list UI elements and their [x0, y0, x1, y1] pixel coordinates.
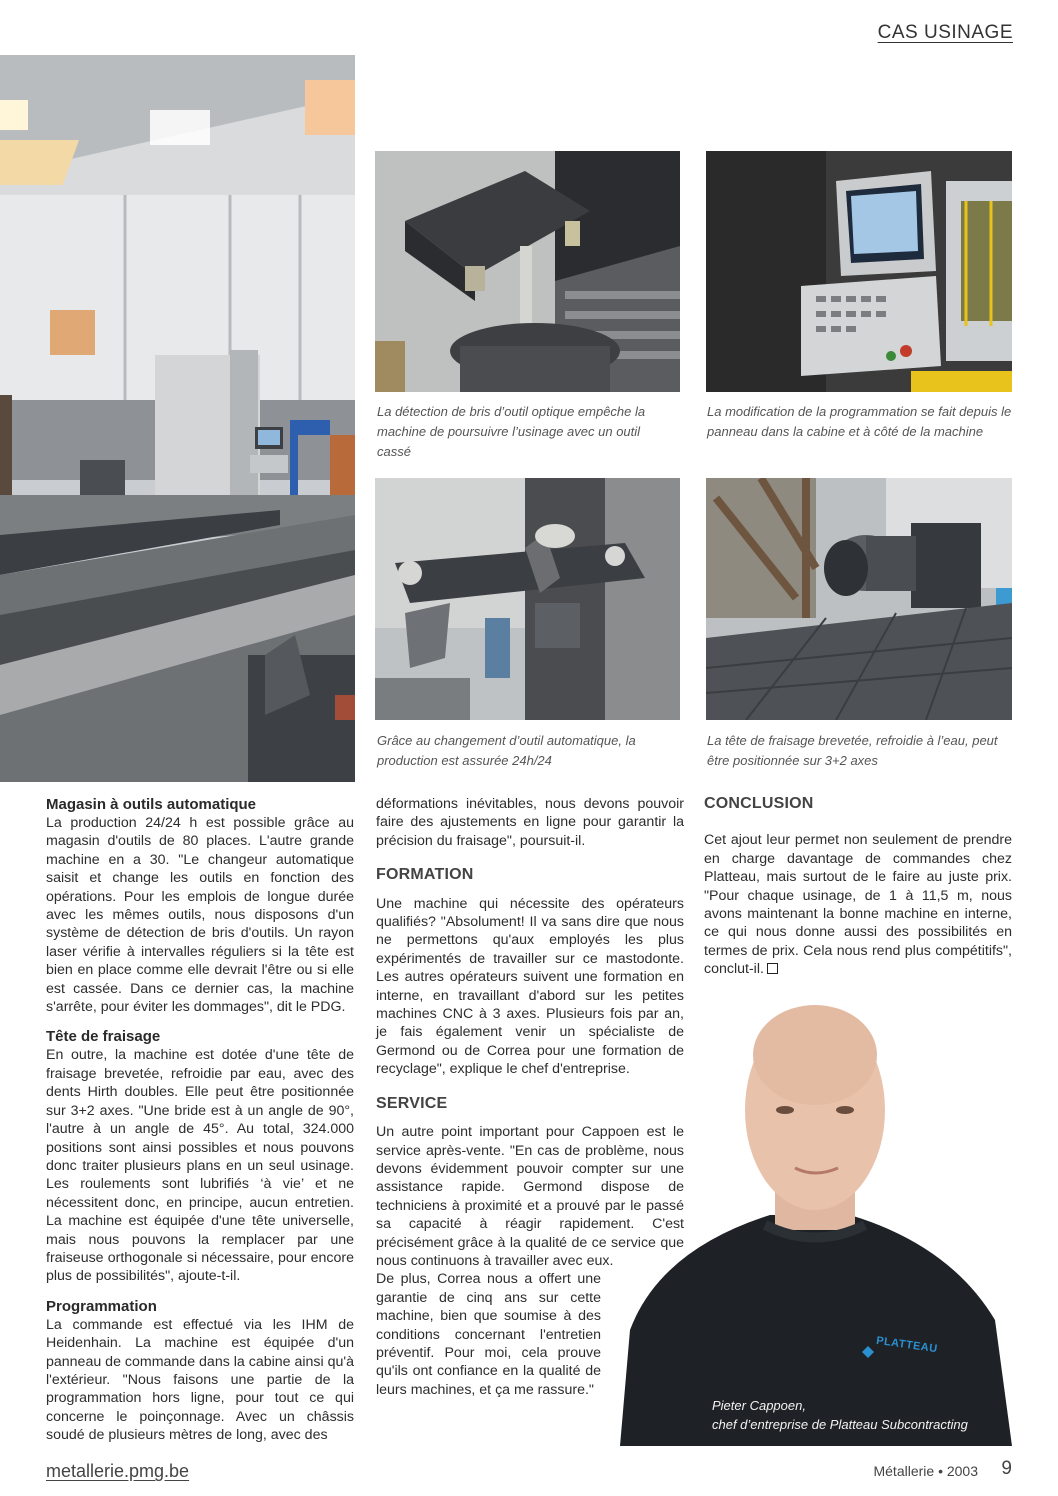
heading-programming: Programmation [46, 1297, 157, 1315]
footer-issue: Métallerie • 2003 [873, 1463, 978, 1479]
tool-changer-photo [375, 478, 680, 720]
tool-break-detection-photo [375, 151, 680, 392]
heading-formation: FORMATION [376, 866, 474, 884]
page-number: 9 [1001, 1458, 1012, 1479]
portrait-caption [712, 1396, 1012, 1434]
column-1 [46, 795, 354, 1445]
portrait-role: chef d’entreprise de Platteau Subcontracting [712, 1417, 968, 1432]
heading-milling-head: Tête de fraisage [46, 1028, 161, 1046]
factory-hall-photo [0, 55, 355, 782]
end-mark-icon [767, 963, 778, 974]
paragraph-milling-head: En outre, la machine est dotée d'une tête de fraisage brevetée, refroidie par eau, avec des dents Hirth doubles. Elle peut être positionnée sur 3+2 axes. "Une bride est à un angle de 90°, l'autre à un angle de 45°. Au total, 324.000 positions sont ainsi possibles et nous pouvons donc traiter plusieurs plans en un seul usinage. Les roulements sont lubrifiés ‘à vie’ et ne nécessitent donc, en principe, aucun entretien. La machine est équipée d'une tête universelle, mais nous pouvons la remplacer par une fraiseuse orthogonale si nécessaire, pour encore plus de possibilités", ajoute-t-il. [46, 1047, 354, 1285]
heading-service: SERVICE [376, 1094, 448, 1112]
caption-tool-break: La détection de bris d’outil optique empêche la machine de poursuivre l’usinage avec un outil cassé [377, 404, 646, 459]
paragraph-service: Un autre point important pour Cappoen est le service après-vente. "En cas de problème, nous devons évidemment pouvoir compter sur une assistance rapide. Germond dispose de techniciens à proximité et a prouvé par le passé sa capacité à réagir rapidement. C'est précisément grâce à la qualité de ce service que nous continuons à travailler avec eux. [376, 1124, 684, 1269]
control-panel-photo [706, 151, 1012, 392]
heading-tool-magazine: Magasin à outils automatique [46, 796, 257, 813]
caption-control-panel: La modification de la programmation se fait depuis le panneau dans la cabine et à côté de la machine [707, 404, 1012, 439]
paragraph-formation: Une machine qui nécessite des opérateurs qualifiés? "Absolument! Il va sans dire que nous ne permettons qu'aux employés les plus expérimentés de travailler sur ce mastodonte. Les autres opérateurs suivent une formation en interne, en travaillant d'abord sur les petites machines CNC à 3 axes. Plusieurs fois par an, je fais également venir un spécialiste de Germond ou de Correa pour une formation de recyclage", explique le chef d'entreprise. [376, 895, 684, 1078]
milling-head-photo [706, 478, 1012, 720]
paragraph-conclusion: Cet ajout leur permet non seulement de prendre en charge davantage de commandes chez Platteau, mais surtout de le faire au juste prix. "Pour chaque usinage, de 1 à 11,5 m, nous avons maintenant la bonne machine en interne, ce qui nous donne aussi des possibilités en termes de prix. Cela nous rend plus compétitifs", conclut-il. [704, 832, 1012, 978]
paragraph-tool-magazine: La production 24/24 h est possible grâce au magasin d'outils de 80 places. L'autre grande machine en a 30. "Le changeur automatique saisit et change les outils en fonction des opérations. Pour les emplois de longue durée avec les mêmes outils, nous disposons d'un système de détection de bris d'outils. Un rayon laser vérifie à intervalles réguliers si la tête est bien en place comme elle devrait l'être ou si elle est cassée. Dans ce dernier cas, la machine s'arrête, pour éviter les dommages", dit le PDG. [46, 815, 354, 1016]
footer-website-link[interactable]: metallerie.pmg.be [46, 1461, 190, 1481]
paragraph-deformations: déformations inévitables, nous devons pouvoir faire des ajustements en ligne pour garantir la précision du fraisage", poursuit-il. [376, 796, 684, 849]
paragraph-programming: La commande est effectué via les IHM de Heidenhain. La machine est équipée d'un panneau de commande dans la cabine ainsi qu'à l'extérieur. "Nous faisons une partie de la programmation hors ligne, pour tout ce qui concerne le poinçonnage. Avec un châssis soudé de plusieurs mètres de long, avec des [46, 1316, 354, 1444]
paragraph-warranty: De plus, Correa nous a offert une garantie de cinq ans sur cette machine, bien que soumise à des conditions concernant l'entretien préventif. Pour moi, cela prouve qu'ils ont confiance en la qualité de leurs machines, et ça me rassure." [376, 1271, 601, 1398]
portrait-name: Pieter Cappoen, [712, 1398, 806, 1413]
portrait-photo [600, 1000, 1012, 1446]
section-label: CAS USINAGE [877, 22, 1013, 43]
caption-milling-head: La tête de fraisage brevetée, refroidie à l’eau, peut être positionnée sur 3+2 axes [707, 733, 998, 768]
heading-conclusion: CONCLUSION [704, 795, 814, 812]
caption-tool-changer: Grâce au changement d’outil automatique, la production est assurée 24h/24 [377, 733, 636, 768]
column-3 [704, 795, 1012, 979]
sweater-logo-text: PLATTEAU [875, 1334, 939, 1356]
